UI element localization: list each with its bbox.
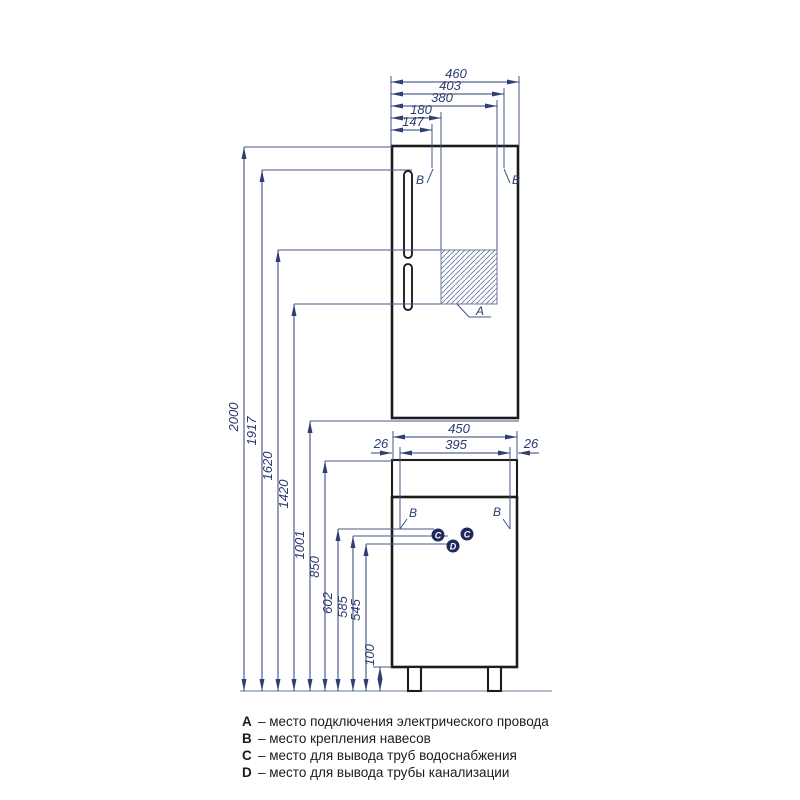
legend-item-a (242, 713, 549, 730)
legend-key-c: C (242, 748, 252, 763)
marker-letter-c: C (463, 529, 471, 540)
callout-b-label: B (492, 505, 502, 519)
dim-label-460: 460 (445, 66, 467, 81)
lower-cabinet-top-band (392, 460, 517, 497)
dim-label-602: 602 (320, 592, 335, 614)
dim-label-1420: 1420 (276, 479, 291, 509)
legend-item-d (242, 764, 549, 781)
lower-cabinet-body (392, 497, 517, 667)
dim-label-380: 380 (431, 90, 453, 105)
electrical-area-hatch (441, 250, 497, 304)
dim-label-403: 403 (439, 78, 461, 93)
legend-text-b: – место крепления навесов (258, 731, 431, 746)
legend-key-b: B (242, 731, 252, 746)
keyhole-slot-lower (404, 264, 412, 310)
dim-label-585: 585 (335, 596, 350, 618)
dim-label-1001: 1001 (292, 530, 307, 560)
callout-b-label: B (511, 173, 521, 187)
callout-a-label: A (475, 304, 485, 318)
legend-item-c (242, 747, 549, 764)
dim-label-100: 100 (362, 644, 377, 666)
dim-label-180: 180 (410, 102, 432, 117)
legend-text-a: – место подключения электрического провода (258, 714, 549, 729)
dim-label-2000: 2000 (226, 402, 241, 432)
dim-label-147: 147 (402, 114, 424, 129)
legend-key-a: A (242, 714, 252, 729)
dim-label-545: 545 (348, 599, 363, 621)
dim-label-1917: 1917 (244, 416, 259, 446)
lower-cabinet-left-leg (408, 667, 421, 691)
dim-label-26-right: 26 (523, 436, 539, 451)
legend-text-d: – место для вывода трубы канализации (258, 765, 510, 780)
keyhole-slot-upper (404, 171, 412, 258)
callout-b-label: B (415, 173, 425, 187)
dim-label-850: 850 (307, 556, 322, 578)
dim-label-26-left: 26 (373, 436, 389, 451)
legend (242, 713, 549, 781)
dim-label-450: 450 (448, 421, 470, 436)
marker-letter-c: C (434, 530, 442, 541)
callout-b-label: B (408, 506, 418, 520)
marker-letter-d: D (449, 541, 457, 552)
dim-label-395: 395 (445, 437, 467, 452)
legend-key-d: D (242, 765, 252, 780)
dim-label-1620: 1620 (260, 451, 275, 481)
legend-text-c: – место для вывода труб водоснабжения (258, 748, 517, 763)
lower-cabinet-right-leg (488, 667, 501, 691)
legend-item-b (242, 730, 549, 747)
